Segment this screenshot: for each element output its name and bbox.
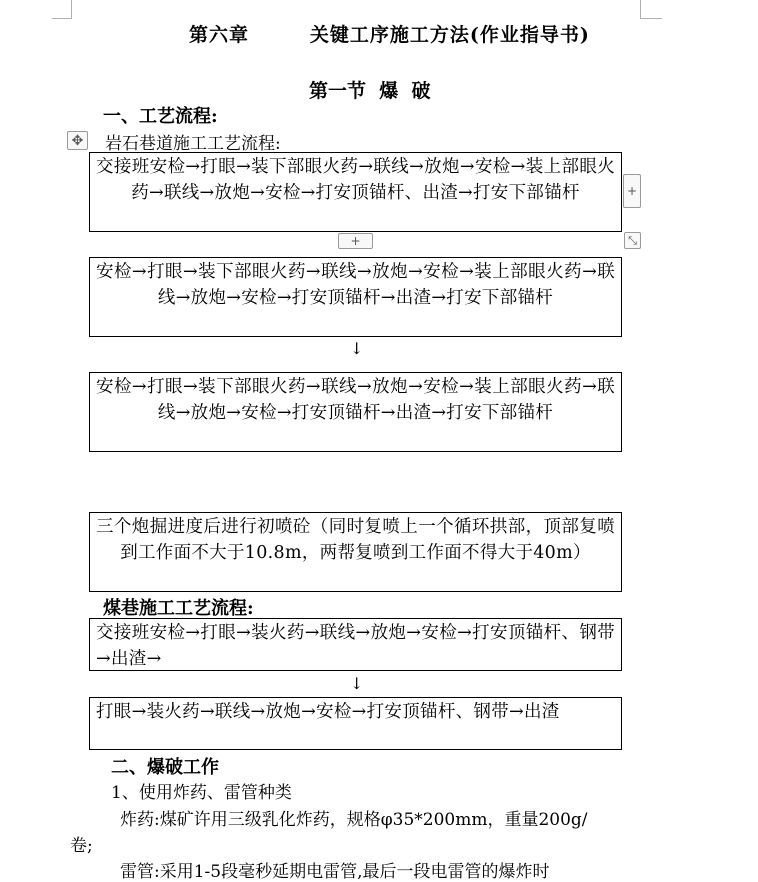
item-explosive-types: 1、使用炸药、雷管种类 <box>111 783 292 803</box>
table-move-handle[interactable]: ✥ <box>67 131 88 150</box>
spray-concrete-box: 三个炮掘进度后进行初喷砼（同时复喷上一个循环拱部，顶部复喷到工作面不大于10.8m，两帮复喷到工作面不得大于40m） <box>89 512 622 592</box>
coal-flow-box-2: 打眼→装火药→联线→放炮→安检→打安顶锚杆、钢带→出渣 <box>89 697 622 750</box>
crop-mark-left-horizontal <box>52 18 72 19</box>
rock-flow-box-3: 安检→打眼→装下部眼火药→联线→放炮→安检→装上部眼火药→联线→放炮→安检→打安顶锚杆→出渣→打安下部锚杆 <box>89 372 622 452</box>
heading-process: 一、工艺流程: <box>103 106 218 127</box>
explosive-spec-line-1: 炸药:煤矿许用三级乳化炸药，规格φ35*200mm，重量200g/ <box>120 810 588 830</box>
section-title: 第一节 爆 破 <box>309 80 431 102</box>
crop-mark-right-vertical <box>640 0 641 18</box>
add-column-button[interactable]: + <box>623 174 641 208</box>
rock-flow-box-1: 交接班安检→打眼→装下部眼火药→联线→放炮→安检→装上部眼火药→联线→放炮→安检→打安顶锚杆、出渣→打安下部锚杆 <box>89 152 622 232</box>
table-resize-handle[interactable]: ⤡ <box>624 232 641 249</box>
detonator-spec-line: 雷管:采用1-5段毫秒延期电雷管,最后一段电雷管的爆炸时 <box>120 862 550 882</box>
heading-blasting: 二、爆破工作 <box>111 757 219 778</box>
crop-mark-right-horizontal <box>640 18 662 19</box>
explosive-spec-line-2: 卷; <box>70 836 93 856</box>
coal-flow-box-1: 交接班安检→打眼→装火药→联线→放炮→安检→打安顶锚杆、钢带→出渣→ <box>89 618 622 671</box>
flow-arrow-1: ↓ <box>350 339 364 358</box>
rock-flow-box-2: 安检→打眼→装下部眼火药→联线→放炮→安检→装上部眼火药→联线→放炮→安检→打安顶锚杆→出渣→打安下部锚杆 <box>89 257 622 337</box>
crop-mark-left-vertical <box>71 0 72 18</box>
chapter-title: 第六章 关键工序施工方法(作业指导书) <box>189 24 590 46</box>
coal-roadway-label: 煤巷施工工艺流程: <box>103 598 254 619</box>
rock-roadway-label: 岩石巷道施工工艺流程: <box>105 134 281 154</box>
add-row-button[interactable]: + <box>338 233 373 249</box>
flow-arrow-2: ↓ <box>350 674 364 693</box>
